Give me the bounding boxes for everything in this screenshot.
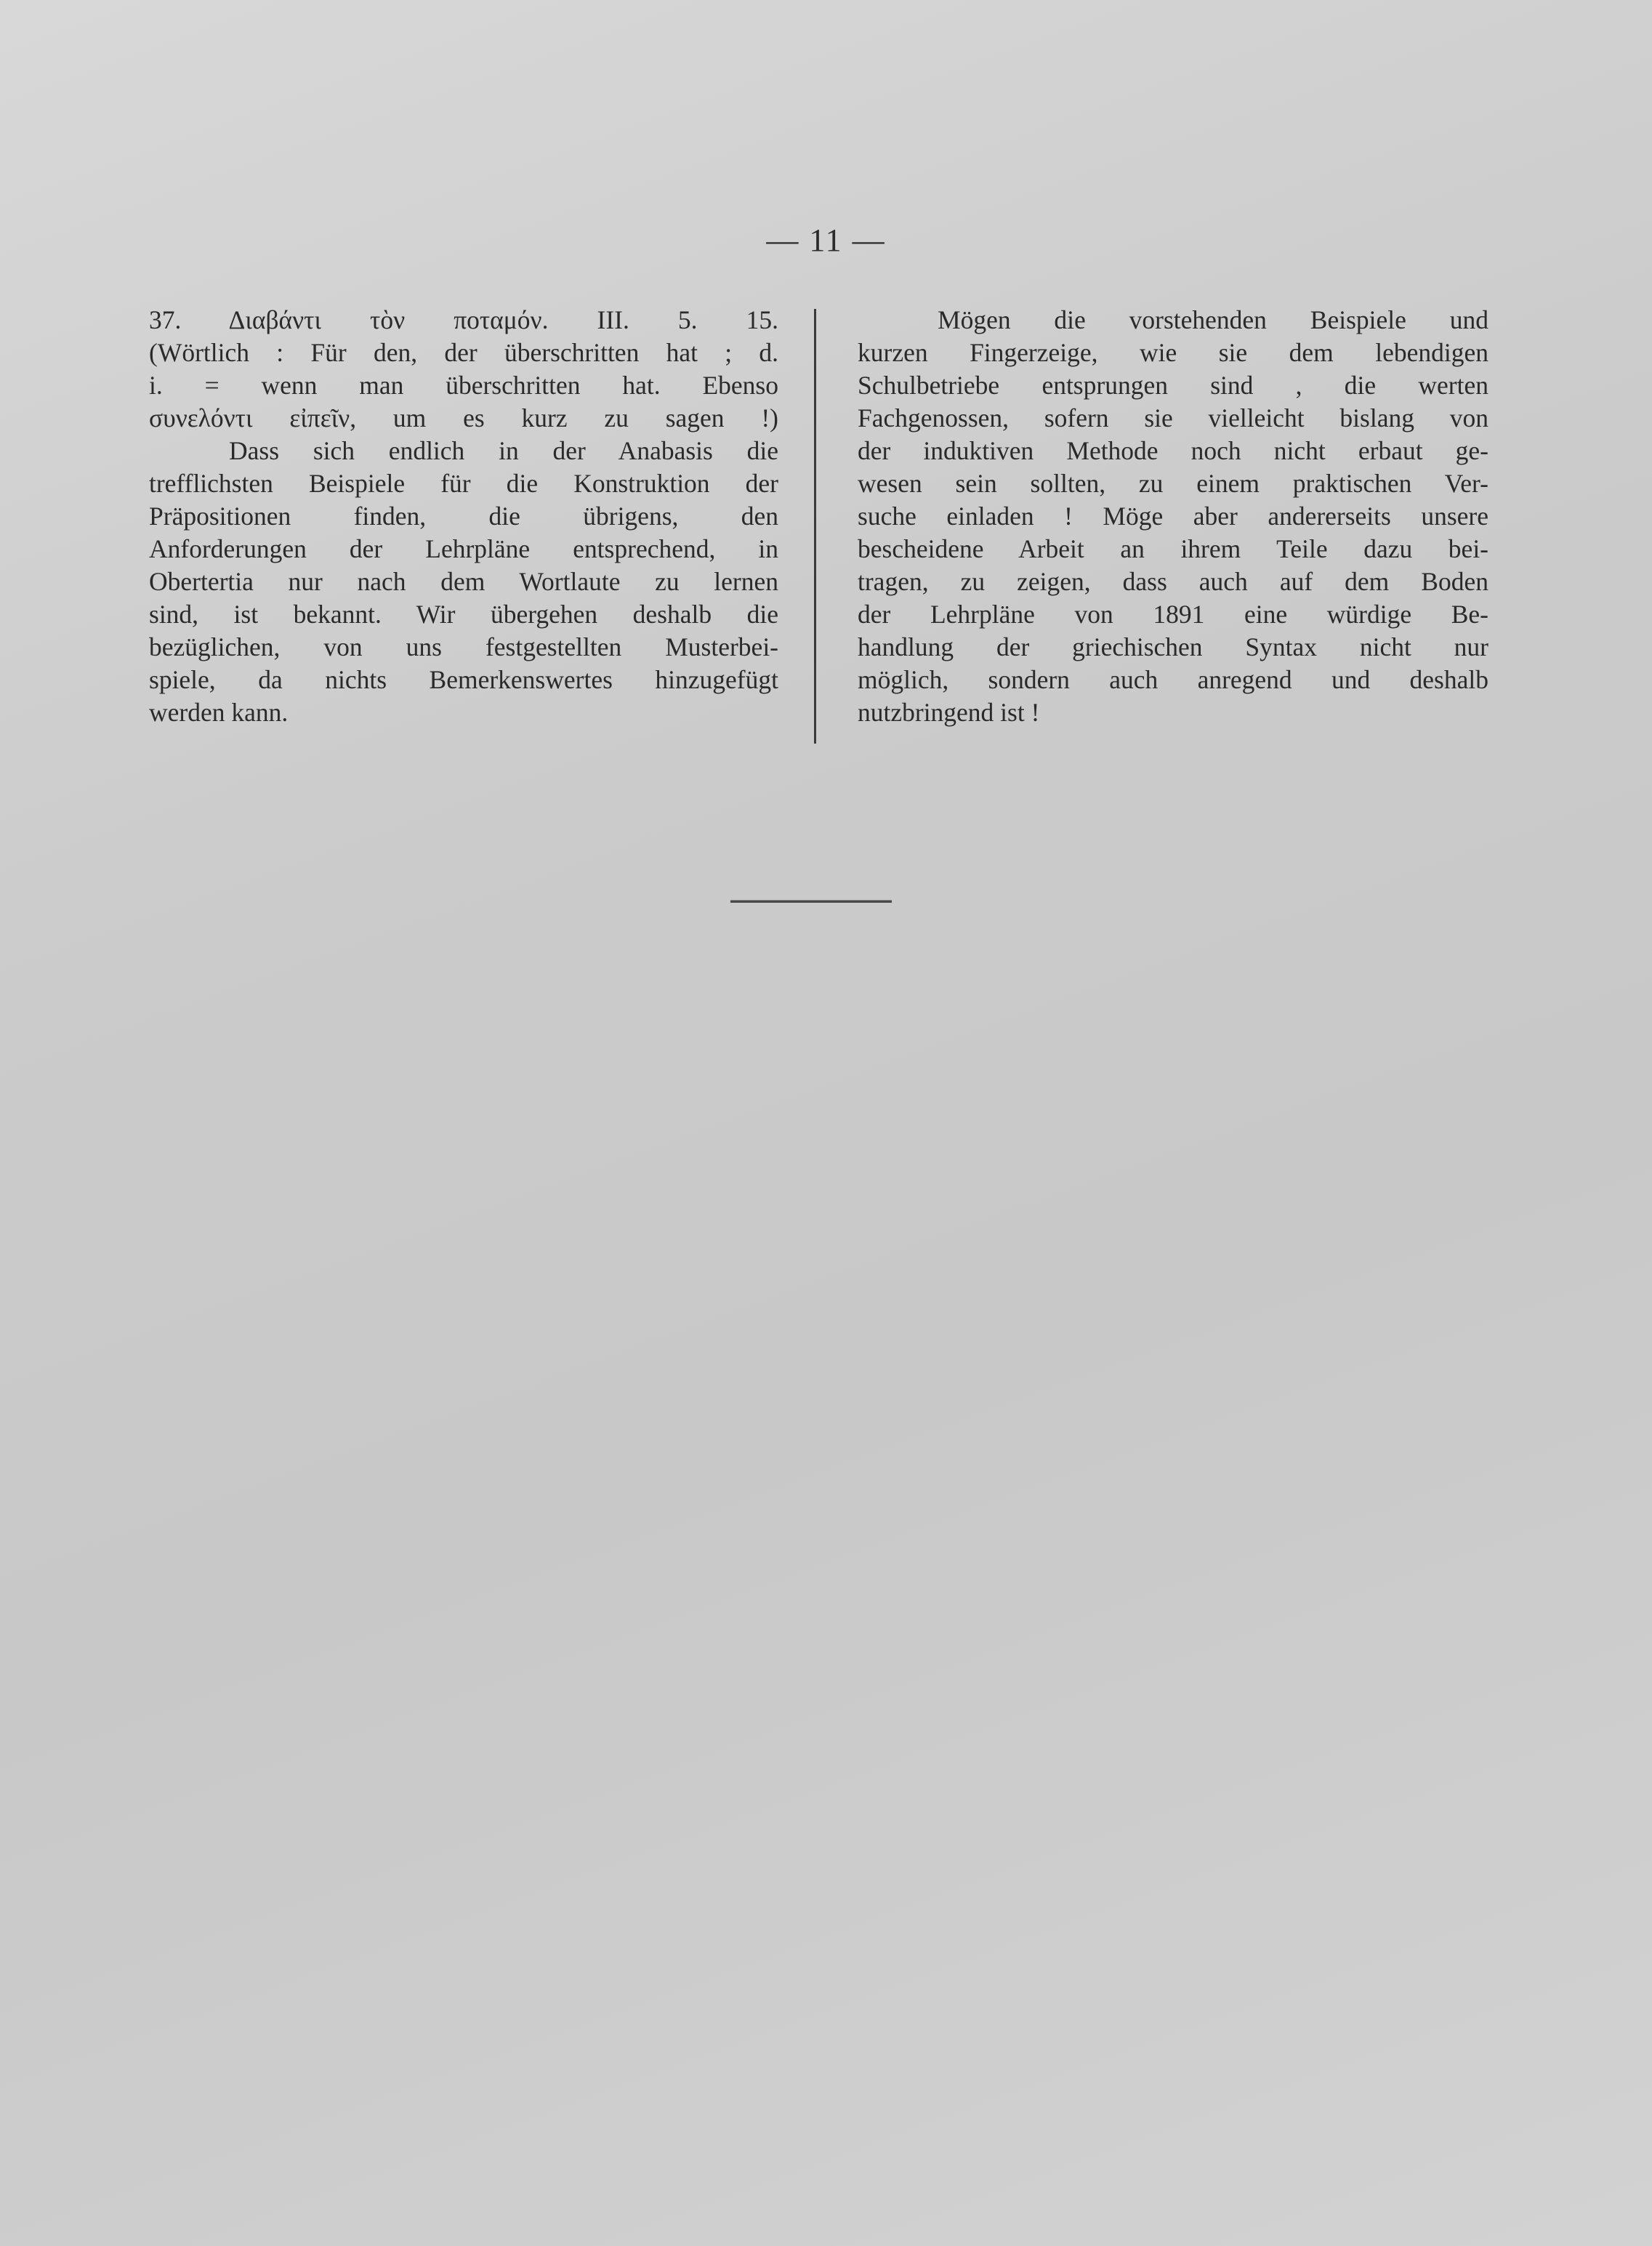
text-line: Mögen die vorstehenden Beispiele und bbox=[938, 305, 1488, 334]
left-column bbox=[149, 304, 778, 729]
text-line: Schulbetriebe entsprungen sind , die werten bbox=[858, 371, 1488, 400]
text-line: sind, ist bekannt. Wir übergehen deshalb die bbox=[149, 600, 778, 629]
text-line: spiele, da nichts Bemerkenswertes hinzugefügt bbox=[149, 665, 778, 694]
text-line: nutzbringend ist ! bbox=[858, 698, 1040, 727]
text-line: Fachgenossen, sofern sie vielleicht bislang von bbox=[858, 403, 1488, 432]
page-number: — 11 — bbox=[766, 222, 886, 258]
text-line: der induktiven Methode noch nicht erbaut ge- bbox=[858, 436, 1488, 465]
text-line: Dass sich endlich in der Anabasis die bbox=[229, 436, 778, 465]
right-column bbox=[858, 304, 1488, 729]
text-line: bezüglichen, von uns festgestellten Musterbei- bbox=[149, 632, 778, 661]
end-rule bbox=[730, 900, 892, 903]
text-line: Anforderungen der Lehrpläne entsprechend, in bbox=[149, 534, 778, 563]
text-line: der Lehrpläne von 1891 eine würdige Be- bbox=[858, 600, 1488, 629]
text-line: handlung der griechischen Syntax nicht nur bbox=[858, 632, 1488, 661]
text-line: Obertertia nur nach dem Wortlaute zu lernen bbox=[149, 567, 778, 596]
text-line: bescheidene Arbeit an ihrem Teile dazu bei- bbox=[858, 534, 1488, 563]
text-line: wesen sein sollten, zu einem praktischen Ver- bbox=[858, 469, 1488, 498]
text-line: 37. Διαβάντι τὸν ποταμόν. III. 5. 15. bbox=[149, 305, 778, 334]
column-divider bbox=[814, 309, 816, 744]
text-line: συνελόντι εἰπεῖν, um es kurz zu sagen !) bbox=[149, 403, 778, 432]
text-line: (Wörtlich : Für den, der überschritten hat ; d. bbox=[149, 338, 778, 367]
text-line: trefflichsten Beispiele für die Konstruktion der bbox=[149, 469, 778, 498]
text-line: i. = wenn man überschritten hat. Ebenso bbox=[149, 371, 778, 400]
text-line: suche einladen ! Möge aber andererseits unsere bbox=[858, 502, 1488, 531]
text-line: werden kann. bbox=[149, 698, 289, 727]
text-line: Präpositionen finden, die übrigens, den bbox=[149, 502, 778, 531]
text-line: tragen, zu zeigen, dass auch auf dem Boden bbox=[858, 567, 1488, 596]
text-line: möglich, sondern auch anregend und deshalb bbox=[858, 665, 1488, 694]
text-line: kurzen Fingerzeige, wie sie dem lebendigen bbox=[858, 338, 1488, 367]
